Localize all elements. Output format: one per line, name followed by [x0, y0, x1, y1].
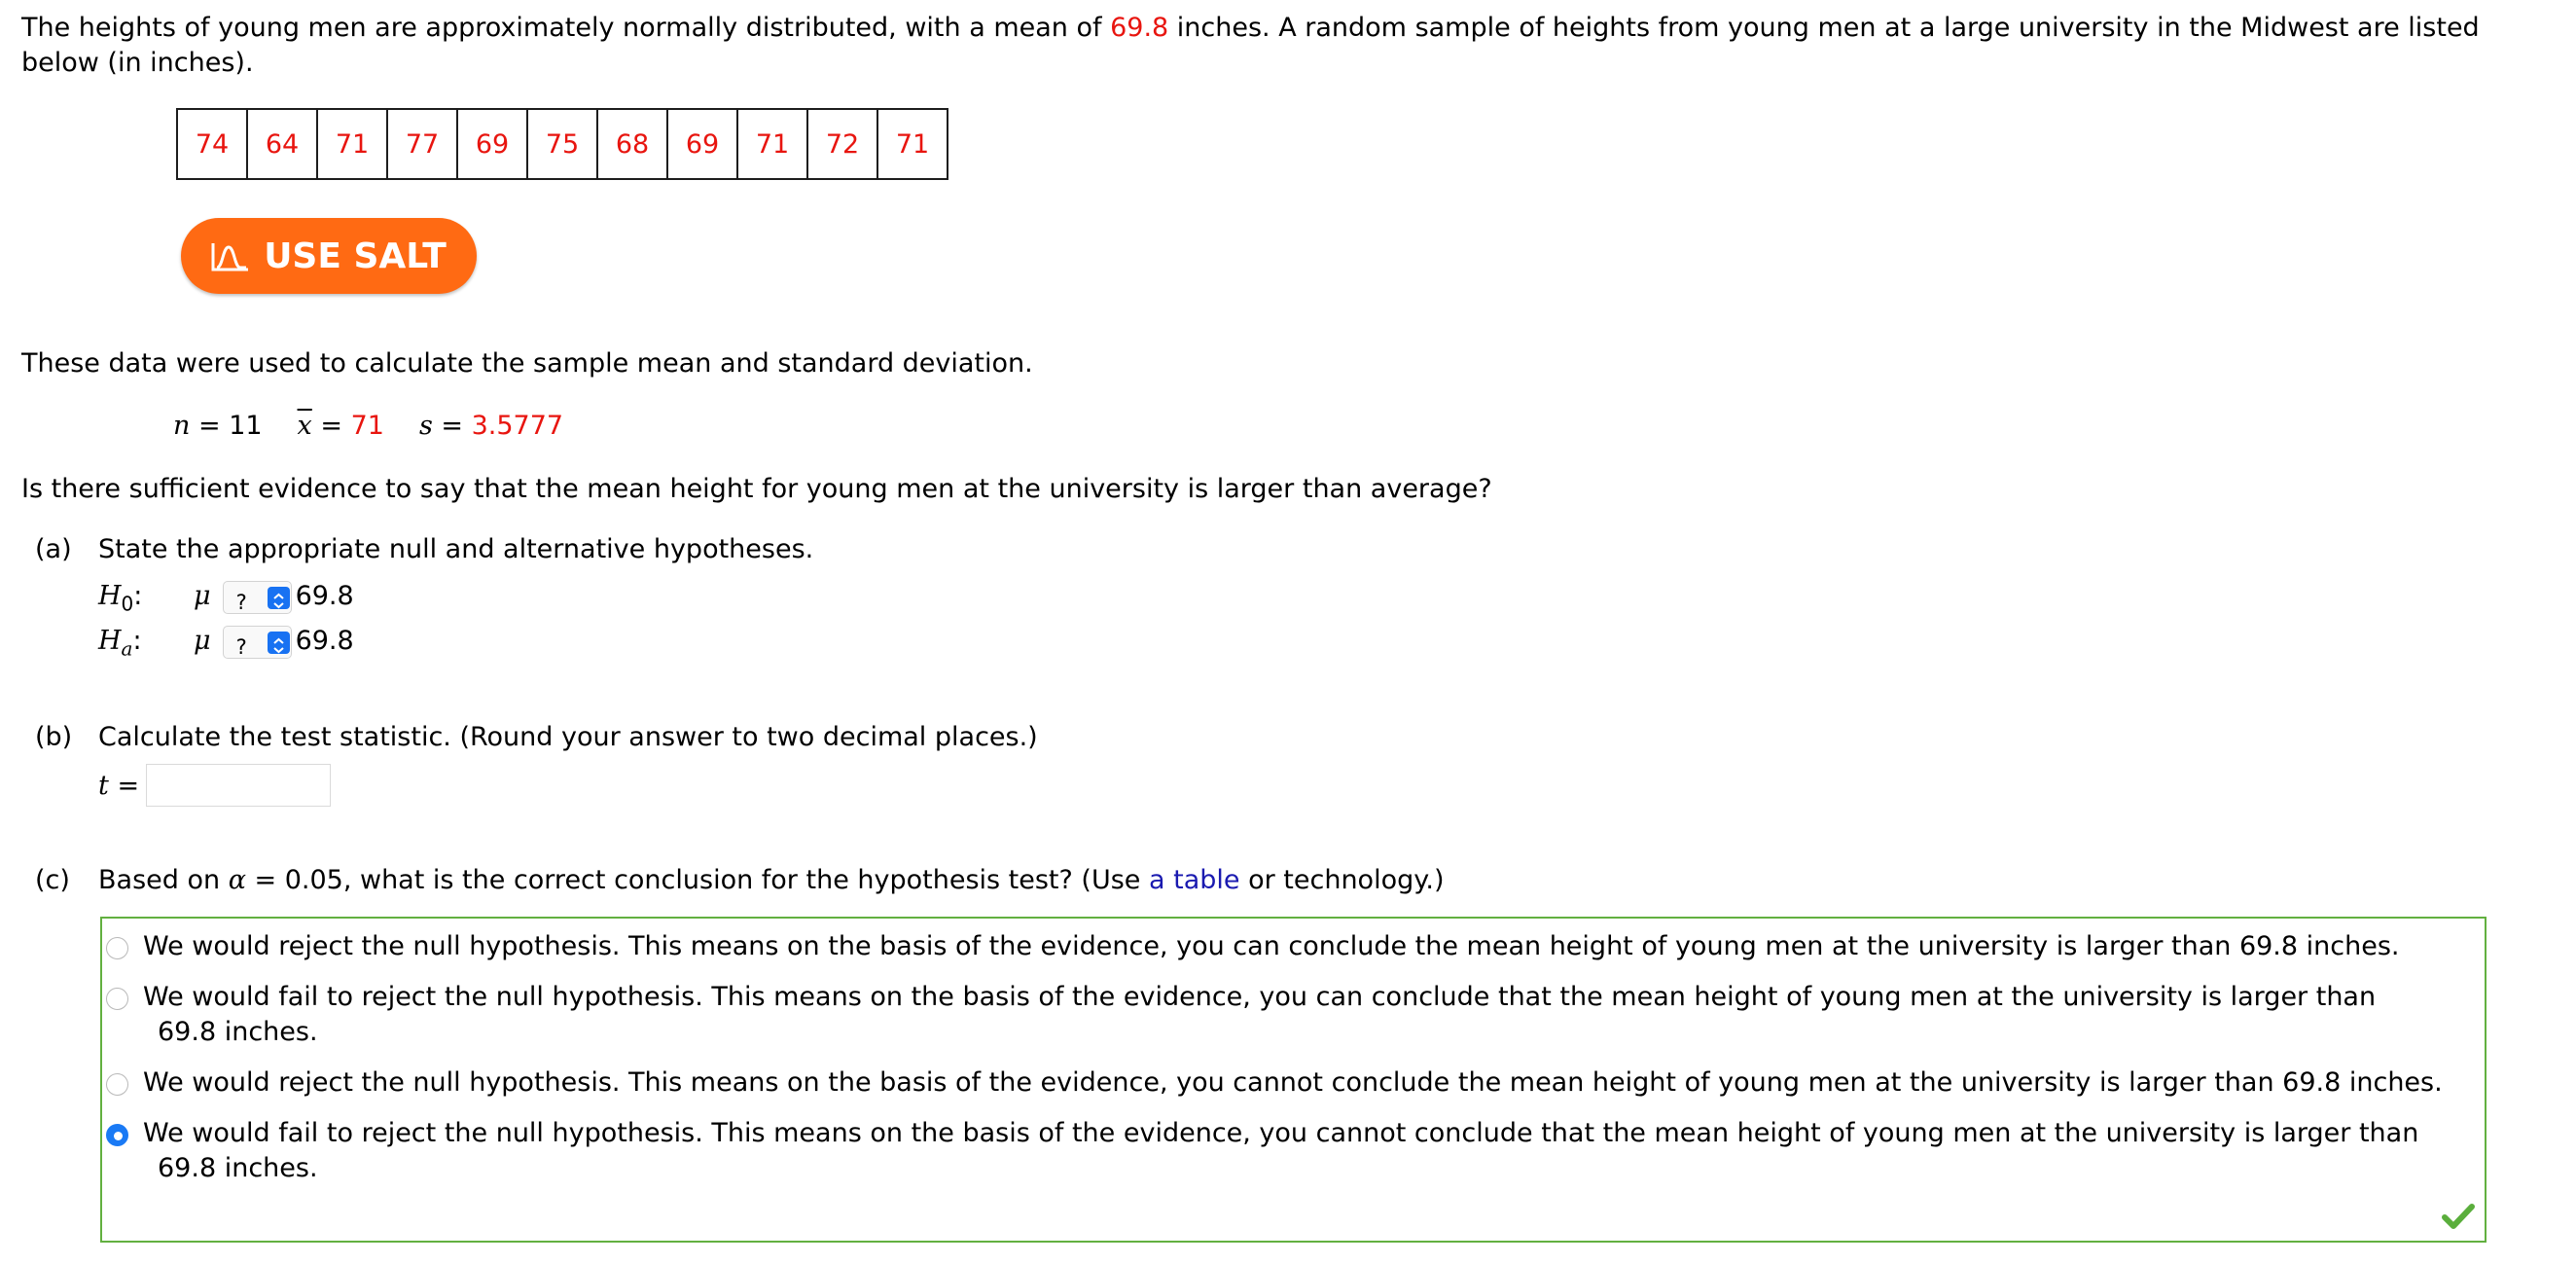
part-c-label: (c) [35, 865, 70, 895]
mu-symbol: μ [194, 581, 211, 611]
part-b-text: Calculate the test statistic. (Round your answer to two decimal places.) [98, 722, 1038, 752]
xbar-symbol: $\overline{x}$ [297, 411, 312, 441]
use-salt-label: USE SALT [264, 235, 447, 276]
stats-line: n = 11 $\overline{x} = 71$ s = 3.5777 [173, 411, 564, 441]
height-cell: 74 [177, 109, 247, 179]
select-arrows-icon [268, 587, 290, 609]
height-cell: 69 [667, 109, 737, 179]
test-statistic-input[interactable] [146, 764, 331, 807]
checkmark-icon [2442, 1203, 2475, 1230]
option-radio-3[interactable] [106, 1073, 128, 1096]
h0-row [194, 579, 354, 614]
ha-value: 69.8 [295, 626, 354, 656]
intro-text-2: inches. A random sample of heights from young men at a large university in the Midwest are listed below (in inches). [21, 13, 2480, 78]
height-cell: 75 [527, 109, 597, 179]
heights-row [177, 109, 948, 179]
stats-intro: These data were used to calculate the sample mean and standard deviation. [21, 348, 1033, 379]
sample-size: 11 [229, 411, 263, 441]
h0-operator-select[interactable]: ? [223, 581, 292, 614]
height-cell: 68 [597, 109, 667, 179]
part-a-label: (a) [35, 534, 72, 564]
population-mean: 69.8 [1110, 13, 1169, 43]
option-2[interactable]: We would fail to reject the null hypothesis. This means on the basis of the evidence, you can conclude that the mean height of young men at the university is larger than 69.8 inches. [143, 982, 2377, 1047]
mu-symbol: μ [194, 626, 211, 656]
part-c-text: Based on α = 0.05, what is the correct conclusion for the hypothesis test? (Use a table or technology.) [98, 865, 1445, 895]
use-salt-button[interactable] [181, 218, 477, 294]
option-radio-1[interactable] [106, 937, 128, 959]
t-label: t = [98, 771, 140, 801]
option-3[interactable]: We would reject the null hypothesis. This means on the basis of the evidence, you cannot conclude the mean height of young men at the university is larger than 69.8 inches. [143, 1067, 2443, 1098]
sample-sd: 3.5777 [471, 411, 564, 441]
ha-row [194, 624, 354, 659]
option-radio-2[interactable] [106, 988, 128, 1010]
option-4[interactable]: We would fail to reject the null hypothesis. This means on the basis of the evidence, you cannot conclude that the mean height of young men at the university is larger than 69.8 inches. [143, 1118, 2419, 1183]
h0-label: $H_0$: [98, 581, 143, 616]
ha-operator-select[interactable]: ? [223, 626, 292, 659]
h0-value: 69.8 [295, 581, 354, 611]
height-cell: 69 [457, 109, 527, 179]
option-radio-4[interactable] [106, 1124, 128, 1146]
s-symbol: s [418, 411, 433, 441]
height-cell: 71 [737, 109, 807, 179]
height-cell: 72 [807, 109, 877, 179]
table-link[interactable]: a table [1148, 865, 1240, 895]
part-a-text: State the appropriate null and alternative hypotheses. [98, 534, 814, 564]
height-cell: 71 [877, 109, 948, 179]
part-b-label: (b) [35, 722, 73, 752]
alpha-symbol: α [228, 865, 246, 895]
option-1[interactable]: We would reject the null hypothesis. This means on the basis of the evidence, you can conclude the mean height of young men at the university is larger than 69.8 inches. [143, 931, 2400, 961]
height-cell: 64 [247, 109, 317, 179]
problem-intro [21, 11, 2551, 81]
height-cell: 71 [317, 109, 387, 179]
ha-label: $H_a$: [98, 626, 142, 661]
intro-text-1: The heights of young men are approximately normally distributed, with a mean of [21, 13, 1111, 43]
height-cell: 77 [387, 109, 457, 179]
question-text: Is there sufficient evidence to say that the mean height for young men at the university is larger than average? [21, 474, 1492, 504]
sample-mean: 71 [350, 411, 384, 441]
n-symbol: n [173, 411, 191, 441]
select-arrows-icon [268, 632, 290, 654]
salt-chart-icon [211, 239, 250, 272]
heights-table [176, 108, 948, 180]
